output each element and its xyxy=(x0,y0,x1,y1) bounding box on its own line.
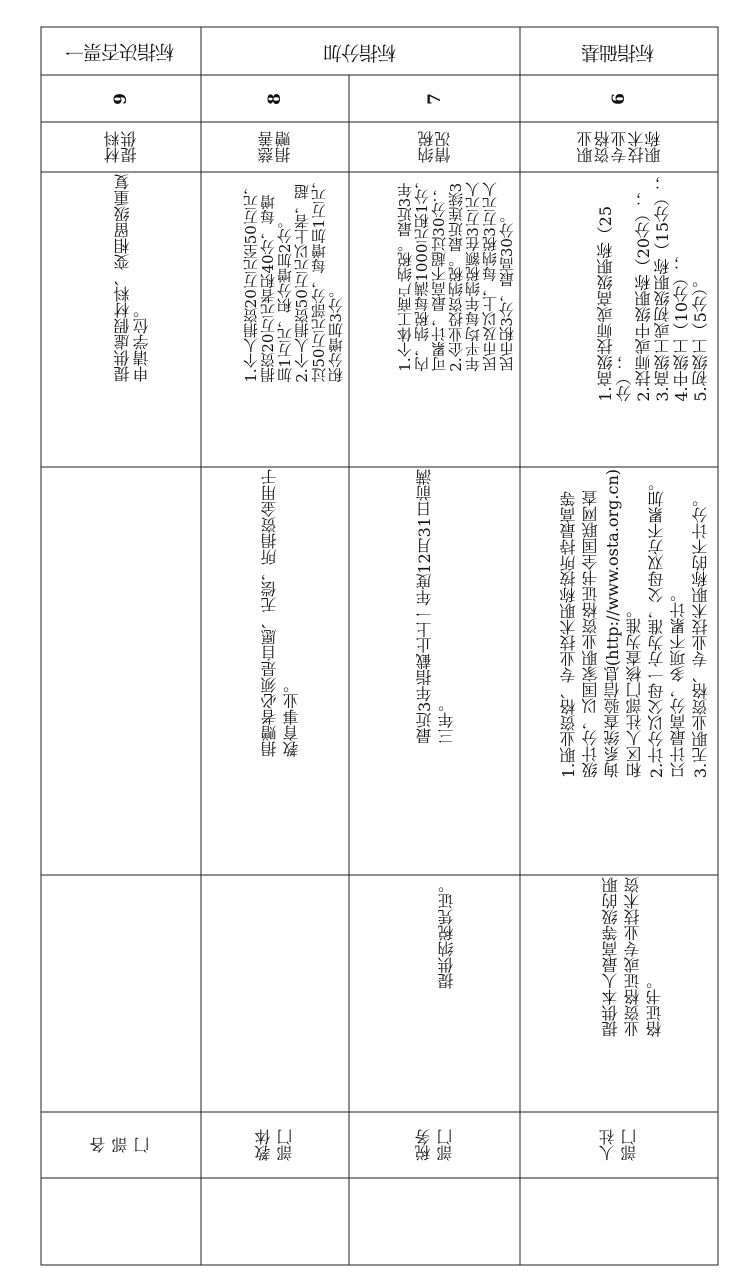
row-number-9: 9 xyxy=(111,92,131,105)
item-name-r8: 慈善 捐赠 xyxy=(257,131,293,163)
note-r6: 1.职业资格、专业技术职称按所持最高等 级计分，以国家职业资格证书全国联网查 询系统查验信息(http://www.osta.org.cn) 和区人社部门核查为准。 2.计分以父母一方为准，父母双方不累加。 只计最高分，多项不累计。 3.无职业资格、专业技术职称的不计分。 xyxy=(559,469,710,779)
department-r9: 各 部 门 xyxy=(89,1137,152,1153)
category-basic-cell xyxy=(520,27,718,75)
category-basic-label: 基 础 指 标 xyxy=(581,39,657,63)
category-bonus-label: 加 分 指 标 xyxy=(322,39,399,63)
row-number-7: 7 xyxy=(424,92,445,105)
remark-r6 xyxy=(520,1178,718,1265)
note-r8: 捐赠者必须是自愿、无偿，所捐资金用于 教育事业。 xyxy=(260,469,301,757)
note-r9 xyxy=(41,469,201,873)
item-name-r9: 材料 提供 xyxy=(103,131,139,163)
category-veto-label: 一 票 否 决 指 标 xyxy=(65,40,177,62)
department-r7: 税务 部门 xyxy=(413,1129,455,1161)
department-r8: 教体 部门 xyxy=(254,1129,295,1161)
standard-r6: 1.高级技师或高级职称（25 分）； 2.技师或中级职称（20分）； 3.高级工或初级职称（15分）； 4.中级工（10分）； 5.初级工（5分）。 xyxy=(596,174,710,402)
category-bonus-cell xyxy=(201,27,520,75)
row-number-6: 6 xyxy=(609,92,629,105)
standard-r9: 提供虚假材料、变相留级重复 申请学位。 xyxy=(113,174,151,382)
row-number-8: 8 xyxy=(265,92,285,105)
material-r7: 提供纳税凭证。 xyxy=(437,877,456,989)
material-r6: 提供本人最高等级的职 业资格证或专业技术资 格证书。 xyxy=(601,877,664,1037)
material-r9 xyxy=(41,877,201,1110)
note-r7: 最近3年指截止上一年度12月31日前满 三年。 xyxy=(415,469,456,744)
remark-r8 xyxy=(201,1178,349,1265)
department-r6: 人社 部门 xyxy=(598,1129,639,1161)
standard-r8: 1.个人捐资20万元至50万元， 捐资20万元者积40分，每增 加1万元，积分增加2分。 2.个人捐资50万元以上者，超 过50万元部分，每增加1万元， 积分增加3分。 xyxy=(242,174,345,383)
item-name-r6: 职业 资格 专业 技术 职称 xyxy=(575,131,663,163)
remark-r9 xyxy=(41,1178,201,1265)
standard-r7: 1.个体工商户纳税。最近3年 内，纳税每满1000元积1分， 可累计，最高不超过30分； 2.企业投资纳税。最近连续3 年平均每年纳税额在3万元人 民币及以上，每纳税3万元人 民币积3分，最高30分。 xyxy=(396,174,516,372)
remark-r7 xyxy=(349,1178,520,1265)
category-veto-cell xyxy=(41,27,201,75)
material-r8 xyxy=(201,877,349,1110)
item-name-r7: 纳税 情况 xyxy=(416,131,453,163)
